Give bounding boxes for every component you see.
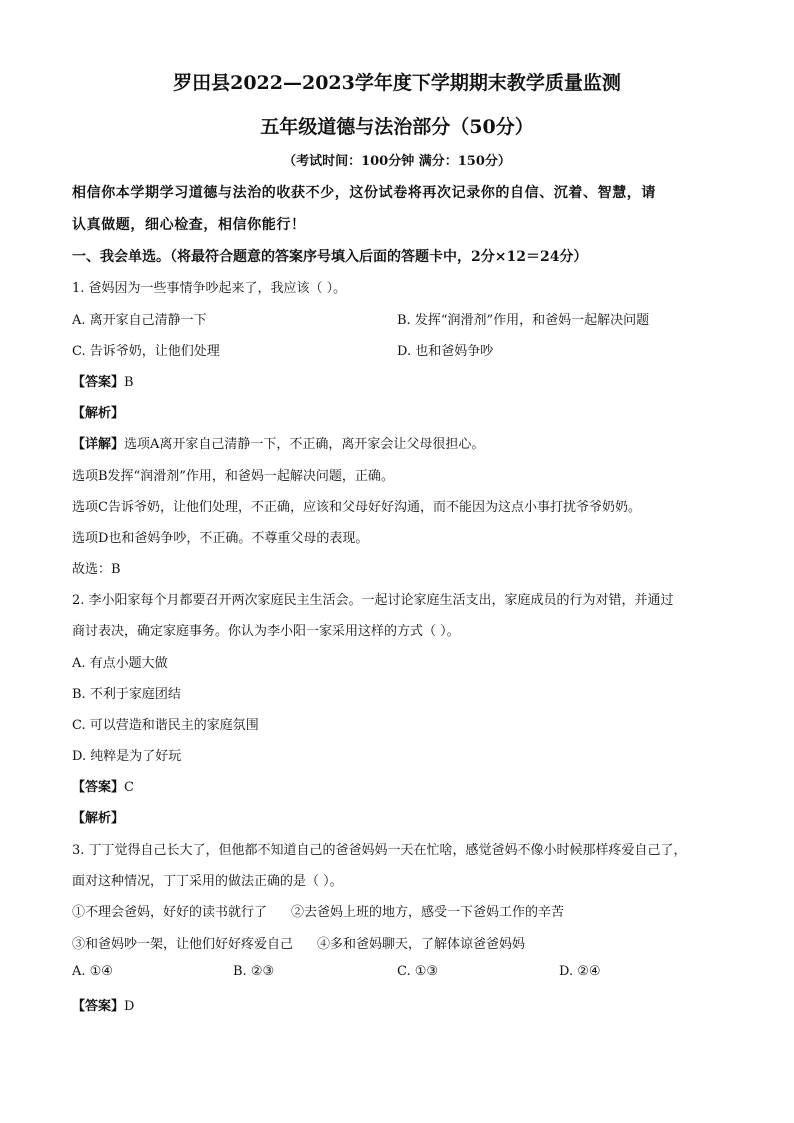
q2-option-b: B. 不利于家庭团结 <box>72 687 181 702</box>
q3-items-row-1 <box>72 901 564 920</box>
q1-detail-d: 选项D也和爸妈争吵，不正确。不尊重父母的表现。 <box>72 531 369 546</box>
q1-option-b: B. 发挥“润滑剂”作用，和爸妈一起解决问题 <box>397 313 650 328</box>
q1-stem: 1. 爸妈因为一些事情争吵起来了，我应该（ ）。 <box>72 281 347 296</box>
q3-stem-line-2: 面对这种情况，丁丁采用的做法正确的是（ ）。 <box>72 874 343 889</box>
q3-option-d: D. ②④ <box>559 964 601 979</box>
q2-stem-line-1: 2. 李小阳家每个月都要召开两次家庭民主生活会。一起讨论家庭生活支出，家庭成员的行为对错，并通过 <box>72 593 674 608</box>
q1-option-d: D. 也和爸妈争吵 <box>397 344 494 359</box>
q1-analysis-label: 【解析】 <box>72 406 125 421</box>
q2-option-c: C. 可以营造和谐民主的家庭氛围 <box>72 718 259 733</box>
exam-title: 罗田县2022—2023学年度下学期期末教学质量监测 <box>173 72 621 94</box>
exam-info: （考试时间：100分钟 满分：150分） <box>283 154 511 169</box>
q3-option-a: A. ①④ <box>72 964 113 979</box>
q2-analysis-label: 【解析】 <box>72 811 125 826</box>
q2-answer: 【答案】C <box>72 780 134 795</box>
q1-answer-value: B <box>124 375 134 390</box>
detail-label: 【详解】 <box>72 437 125 452</box>
q2-stem-line-2: 商讨表决，确定家庭事务。你认为李小阳一家采用这样的方式（ ）。 <box>72 624 460 639</box>
q3-item-1: ①不理会爸妈，好好的读书就行了 <box>72 905 268 920</box>
q1-option-c: C. 告诉爷奶，让他们处理 <box>72 344 220 359</box>
q1-detail-a: 【详解】选项A离开家自己清静一下，不正确，离开家会让父母很担心。 <box>72 437 485 452</box>
q3-item-2: ②去爸妈上班的地方，感受一下爸妈工作的辛苦 <box>291 905 565 920</box>
q3-option-c: C. ①③ <box>397 964 439 979</box>
answer-label: 【答案】 <box>72 375 125 390</box>
q3-item-3: ③和爸妈吵一架，让他们好好疼爱自己 <box>72 937 294 952</box>
q1-option-a: A. 离开家自己清静一下 <box>72 313 207 328</box>
intro-line-1: 相信你本学期学习道德与法治的收获不少，这份试卷将再次记录你的自信、沉着、智慧，请 <box>72 185 656 201</box>
q1-detail-c: 选项C告诉爷奶，让他们处理，不正确，应该和父母好好沟通，而不能因为这点小事打扰爷爷奶奶。 <box>72 500 641 515</box>
q3-item-4: ④多和爸妈聊天，了解体谅爸爸妈妈 <box>317 937 526 952</box>
q1-detail-b: 选项B发挥“润滑剂”作用，和爸妈一起解决问题，正确。 <box>72 469 394 484</box>
q1-answer <box>72 371 134 390</box>
q2-option-a: A. 有点小题大做 <box>72 656 168 671</box>
q1-conclusion: 故选：B <box>72 562 121 577</box>
q3-answer-value: D <box>124 999 135 1014</box>
q2-option-d: D. 纯粹是为了好玩 <box>72 749 182 764</box>
q3-answer: 【答案】D <box>72 999 135 1014</box>
q3-option-b: B. ②③ <box>233 964 275 979</box>
q3-stem-line-1: 3. 丁丁觉得自己长大了，但他都不知道自己的爸爸妈妈一天在忙啥，感觉爸妈不像小时候那样疼爱自己了， <box>72 843 687 858</box>
exam-subtitle: 五年级道德与法治部分（50分） <box>260 116 534 138</box>
q3-items-row-2 <box>72 933 525 952</box>
q2-answer-value: C <box>124 780 134 795</box>
intro-line-2: 认真做题，细心检查，相信你能行！ <box>72 217 306 233</box>
section-heading: 一、我会单选。（将最符合题意的答案序号填入后面的答题卡中，2分×12＝24分） <box>72 249 588 265</box>
